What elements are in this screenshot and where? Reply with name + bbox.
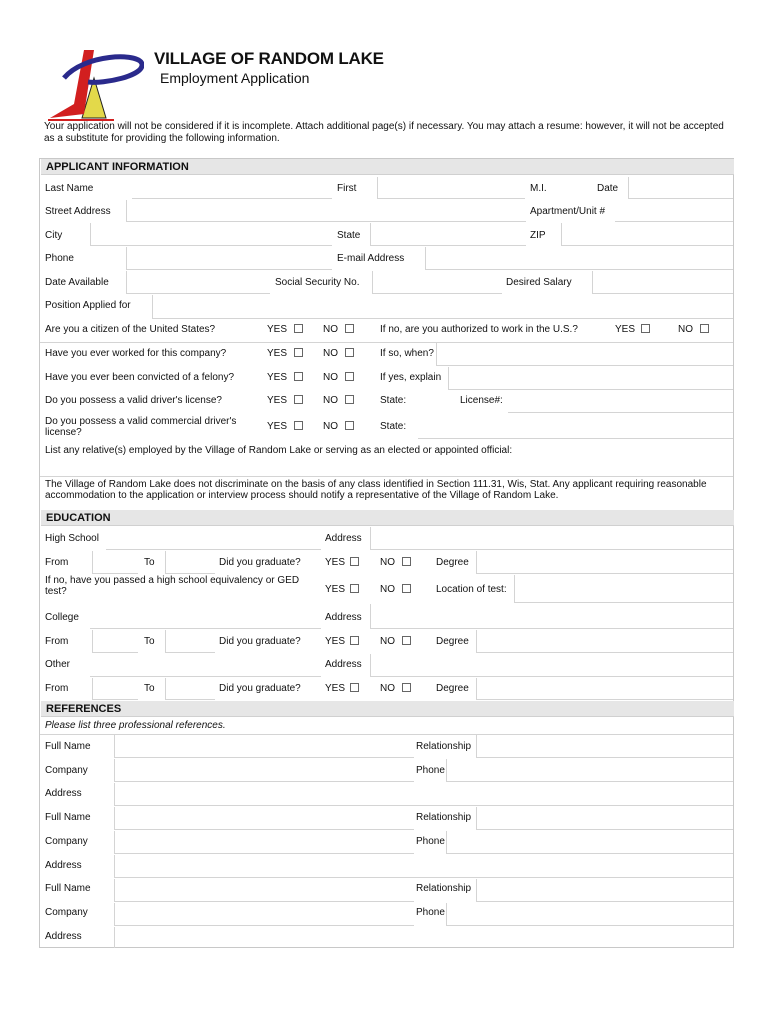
email-field[interactable] xyxy=(425,247,733,270)
apartment-field[interactable] xyxy=(615,200,733,222)
other-no-label: NO xyxy=(380,683,395,694)
if-so-when-label: If so, when? xyxy=(380,348,434,359)
license-state-label: State: xyxy=(380,395,407,406)
college-address-field[interactable] xyxy=(370,604,733,629)
license-yes-label: YES xyxy=(267,395,288,406)
cdl-yes-checkbox[interactable] xyxy=(294,421,303,430)
date-field[interactable] xyxy=(628,177,733,199)
other-to-field[interactable] xyxy=(165,678,215,700)
college-from-label: From xyxy=(45,636,69,647)
page-subtitle: Employment Application xyxy=(160,70,310,86)
authorized-no-checkbox[interactable] xyxy=(700,324,709,333)
other-yes-checkbox[interactable] xyxy=(350,683,359,692)
ged-no-checkbox[interactable] xyxy=(402,584,411,593)
citizen-yes-label: YES xyxy=(267,324,288,335)
college-yes-label: YES xyxy=(325,636,346,647)
mi-label: M.I. xyxy=(530,183,547,194)
apartment-label: Apartment/Unit # xyxy=(530,206,606,217)
ged-yes-checkbox[interactable] xyxy=(350,584,359,593)
college-yes-checkbox[interactable] xyxy=(350,636,359,645)
references-section-heading: REFERENCES xyxy=(41,701,734,717)
ref2-phone-field[interactable] xyxy=(446,831,733,854)
felony-no-label: NO xyxy=(323,372,338,383)
citizen-yes-checkbox[interactable] xyxy=(294,324,303,333)
date-available-field[interactable] xyxy=(126,271,270,294)
ref3-phone-label: Phone xyxy=(416,907,445,918)
cdl-yes-label: YES xyxy=(267,421,288,432)
street-address-label: Street Address xyxy=(45,206,111,217)
hs-yes-label: YES xyxy=(325,557,346,568)
ref3-phone-field[interactable] xyxy=(446,903,733,926)
ref3-full-name-field[interactable] xyxy=(114,879,414,902)
college-no-label: NO xyxy=(380,636,395,647)
relatives-field[interactable] xyxy=(40,457,733,477)
other-school-field[interactable] xyxy=(90,654,321,677)
license-number-label: License#: xyxy=(460,395,503,406)
felony-yes-label: YES xyxy=(267,372,288,383)
ref1-phone-field[interactable] xyxy=(446,759,733,782)
felony-no-checkbox[interactable] xyxy=(345,372,354,381)
position-field[interactable] xyxy=(152,295,733,319)
ged-location-field[interactable] xyxy=(514,575,733,603)
cdl-no-label: NO xyxy=(323,421,338,432)
ref1-phone-label: Phone xyxy=(416,765,445,776)
ref2-address-label: Address xyxy=(45,860,82,871)
license-no-label: NO xyxy=(323,395,338,406)
salary-label: Desired Salary xyxy=(506,277,572,288)
city-field[interactable] xyxy=(90,223,332,246)
ref3-relationship-field[interactable] xyxy=(476,879,733,902)
hs-from-field[interactable] xyxy=(92,551,138,574)
ref3-relationship-label: Relationship xyxy=(416,883,472,894)
education-section-heading: EDUCATION xyxy=(41,510,734,526)
college-label: College xyxy=(45,612,79,623)
ref2-full-name-label: Full Name xyxy=(45,812,91,823)
ref1-relationship-label: Relationship xyxy=(416,741,472,752)
high-school-field[interactable] xyxy=(106,527,321,550)
college-address-label: Address xyxy=(325,612,362,623)
other-yes-label: YES xyxy=(325,683,346,694)
ref3-company-label: Company xyxy=(45,907,88,918)
ref2-address-field[interactable] xyxy=(114,855,733,878)
date-available-label: Date Available xyxy=(45,277,109,288)
first-name-field[interactable] xyxy=(377,177,525,199)
ged-no-label: NO xyxy=(380,584,395,595)
ssn-field[interactable] xyxy=(372,271,502,294)
ref1-company-label: Company xyxy=(45,765,88,776)
if-yes-explain-label: If yes, explain xyxy=(380,372,442,383)
college-no-checkbox[interactable] xyxy=(402,636,411,645)
ged-location-label: Location of test: xyxy=(436,584,507,595)
college-degree-label: Degree xyxy=(436,636,469,647)
other-school-label: Other xyxy=(45,659,71,670)
cdl-state-label: State: xyxy=(380,421,407,432)
ged-yes-label: YES xyxy=(325,584,346,595)
ref3-address-label: Address xyxy=(45,931,82,942)
cdl-question: Do you possess a valid commercial driver's license? xyxy=(45,416,237,438)
ref1-company-field[interactable] xyxy=(114,759,414,782)
salary-field[interactable] xyxy=(592,271,733,294)
hs-degree-field[interactable] xyxy=(476,551,733,574)
college-graduate-question: Did you graduate? xyxy=(219,636,301,647)
intro-text: Your application will not be considered if it is incomplete. Attach additional page(s) if necessary. You may attach a resume: however, it will not be accepted as a substitute for providing the following information. xyxy=(44,121,724,144)
hs-no-label: NO xyxy=(380,557,395,568)
ref2-relationship-label: Relationship xyxy=(416,812,472,823)
high-school-address-field[interactable] xyxy=(370,527,733,550)
felony-question: Have you ever been convicted of a felony? xyxy=(45,372,235,383)
authorized-yes-label: YES xyxy=(615,324,636,335)
license-number-field[interactable] xyxy=(508,391,733,413)
ref3-address-field[interactable] xyxy=(114,927,733,948)
hs-degree-label: Degree xyxy=(436,557,469,568)
other-address-label: Address xyxy=(325,659,362,670)
ref1-full-name-field[interactable] xyxy=(114,735,414,758)
high-school-address-label: Address xyxy=(325,533,362,544)
college-degree-field[interactable] xyxy=(476,630,733,653)
other-degree-label: Degree xyxy=(436,683,469,694)
felony-explain-field[interactable] xyxy=(448,367,733,390)
worked-yes-label: YES xyxy=(267,348,288,359)
hs-to-field[interactable] xyxy=(165,551,215,574)
citizen-no-checkbox[interactable] xyxy=(345,324,354,333)
hs-no-checkbox[interactable] xyxy=(402,557,411,566)
city-label: City xyxy=(45,230,63,241)
applicant-section-heading: APPLICANT INFORMATION xyxy=(41,159,734,175)
phone-label: Phone xyxy=(45,253,74,264)
ref3-full-name-label: Full Name xyxy=(45,883,91,894)
worked-no-label: NO xyxy=(323,348,338,359)
authorized-yes-checkbox[interactable] xyxy=(641,324,650,333)
state-label: State xyxy=(337,230,361,241)
college-from-field[interactable] xyxy=(92,630,138,653)
ref2-company-field[interactable] xyxy=(114,831,414,854)
citizen-no-label: NO xyxy=(323,324,338,335)
hs-to-label: To xyxy=(144,557,155,568)
zip-field[interactable] xyxy=(561,223,733,246)
other-address-field[interactable] xyxy=(370,654,733,677)
nondiscrimination-notice: The Village of Random Lake does not discriminate on the basis of any class identified in Section 111.31, Wis, Stat. Any applicant requiring reasonable accommodation to the application or interview process should notify a representative of the Village of Random Lake. xyxy=(45,479,707,501)
college-to-field[interactable] xyxy=(165,630,215,653)
last-name-label: Last Name xyxy=(45,183,94,194)
logo-blue-swoosh xyxy=(64,57,142,82)
high-school-label: High School xyxy=(45,533,99,544)
hs-yes-checkbox[interactable] xyxy=(350,557,359,566)
license-question: Do you possess a valid driver's license? xyxy=(45,395,222,406)
other-graduate-question: Did you graduate? xyxy=(219,683,301,694)
email-label: E-mail Address xyxy=(337,253,405,264)
position-label: Position Applied for xyxy=(45,300,131,311)
phone-field[interactable] xyxy=(126,247,332,270)
citizen-question: Are you a citizen of the United States? xyxy=(45,324,216,335)
other-degree-field[interactable] xyxy=(476,678,733,700)
authorized-no-label: NO xyxy=(678,324,693,335)
application-form xyxy=(39,158,734,948)
other-no-checkbox[interactable] xyxy=(402,683,411,692)
cdl-no-checkbox[interactable] xyxy=(345,421,354,430)
references-instruction: Please list three professional references. xyxy=(45,720,226,731)
zip-label: ZIP xyxy=(530,230,546,241)
ref2-full-name-field[interactable] xyxy=(114,807,414,830)
page-title: VILLAGE OF RANDOM LAKE xyxy=(154,49,384,68)
last-name-field[interactable] xyxy=(132,177,332,199)
cdl-state-field[interactable] xyxy=(418,414,733,439)
worked-no-checkbox[interactable] xyxy=(345,348,354,357)
ref2-phone-label: Phone xyxy=(416,836,445,847)
ref2-relationship-field[interactable] xyxy=(476,807,733,830)
college-field[interactable] xyxy=(90,604,321,629)
college-to-label: To xyxy=(144,636,155,647)
relatives-question: List any relative(s) employed by the Village of Random Lake or serving as an elected or appointed official: xyxy=(45,445,513,456)
date-label: Date xyxy=(597,183,619,194)
first-name-label: First xyxy=(337,183,357,194)
authorized-question: If no, are you authorized to work in the U.S.? xyxy=(380,324,578,335)
other-from-field[interactable] xyxy=(92,678,138,700)
ref1-address-field[interactable] xyxy=(114,783,733,806)
ref1-relationship-field[interactable] xyxy=(476,735,733,758)
ssn-label: Social Security No. xyxy=(275,277,360,288)
other-to-label: To xyxy=(144,683,155,694)
license-yes-checkbox[interactable] xyxy=(294,395,303,404)
hs-from-label: From xyxy=(45,557,69,568)
ref3-company-field[interactable] xyxy=(114,903,414,926)
ged-question: If no, have you passed a high school equivalency or GED test? xyxy=(45,575,300,597)
worked-when-field[interactable] xyxy=(436,343,733,366)
felony-yes-checkbox[interactable] xyxy=(294,372,303,381)
street-address-field[interactable] xyxy=(126,200,526,222)
hs-graduate-question: Did you graduate? xyxy=(219,557,301,568)
ref2-company-label: Company xyxy=(45,836,88,847)
license-no-checkbox[interactable] xyxy=(345,395,354,404)
state-field[interactable] xyxy=(370,223,526,246)
other-from-label: From xyxy=(45,683,69,694)
village-logo xyxy=(44,44,144,122)
ref1-address-label: Address xyxy=(45,788,82,799)
worked-yes-checkbox[interactable] xyxy=(294,348,303,357)
ref1-full-name-label: Full Name xyxy=(45,741,91,752)
worked-question: Have you ever worked for this company? xyxy=(45,348,227,359)
